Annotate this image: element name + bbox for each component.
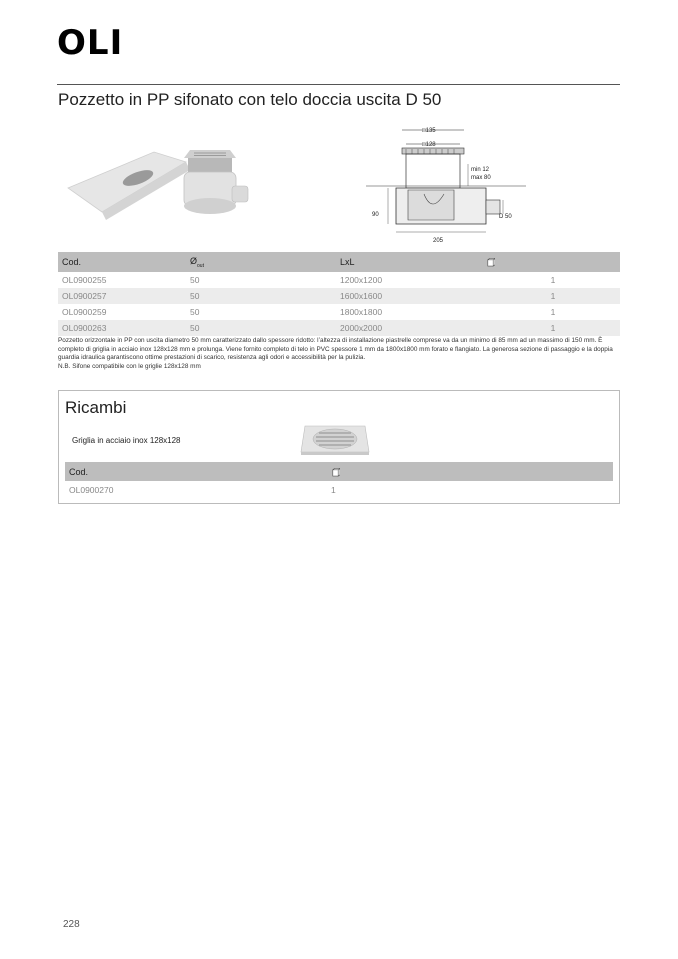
- brand-logo: OLI: [57, 23, 124, 63]
- cell-qty: 1: [550, 275, 556, 285]
- table-row: [58, 272, 620, 288]
- col-lxl-header: LxL: [336, 252, 486, 272]
- table-row: [58, 320, 620, 336]
- product-title: Pozzetto in PP sifonato con telo doccia uscita D 50: [58, 90, 442, 109]
- product-table: [58, 252, 620, 336]
- col-diameter-header: $Ø_{out}$: [186, 252, 336, 272]
- product-photo: [66, 140, 256, 230]
- table-row: [58, 288, 620, 304]
- spare-parts-table: [65, 462, 613, 498]
- product-description: Pozzetto orizzontale in PP con uscita diametro 50 mm caratterizzato dallo spessore ridotto: l’altezza di installazione piastrelle comprese va da un minimo di 85 mm ad un massimo di 150 mm. È completo di griglia in acciaio inox 128x128 mm e prolunga. Viene fornito completo di telo in PVC spessore 1 mm da 1800x1800 mm forato e flangiato. La generosa sezione di passaggio e la doppia guardia idraulica garantiscono ottime prestazioni di scarico, resistenza agli odori e accessibilità per la pulizia.: [58, 337, 613, 362]
- cell-qty: 1: [550, 307, 556, 317]
- cell-diameter: 50: [190, 275, 200, 285]
- technical-drawing: [366, 124, 526, 248]
- col-package-header: [486, 252, 620, 272]
- cell-cod: OL0900270: [69, 484, 114, 495]
- cell-diameter: 50: [190, 307, 200, 317]
- drawing-outlet-label: D 50: [499, 214, 512, 220]
- grill-photo: [299, 420, 371, 458]
- cell-diameter: 50: [186, 288, 336, 304]
- drawing-height-label: 90: [372, 212, 379, 218]
- cell-lxl: 1200x1200: [340, 275, 383, 285]
- cell-cod: OL0900257: [58, 288, 186, 304]
- cell-qty: 1: [486, 288, 620, 304]
- spare-parts-title: Ricambi: [65, 398, 127, 417]
- cell-diameter: 50: [186, 320, 336, 336]
- cell-cod: OL0900263: [58, 320, 186, 336]
- drawing-max-label: max 80: [471, 175, 491, 181]
- spare-col-package-header: [327, 462, 613, 481]
- drawing-width-label: 205: [433, 238, 444, 244]
- package-icon: [331, 468, 340, 477]
- drawing-outer-square-label: □135: [422, 128, 436, 134]
- page-number: 228: [63, 919, 80, 930]
- product-note: N.B. Sifone compatibile con le griglie 128x128 mm: [58, 362, 201, 370]
- col-cod-header: Cod.: [58, 252, 186, 272]
- cell-lxl: 1800x1800: [340, 307, 383, 317]
- cell-cod: OL0900259: [62, 307, 107, 317]
- drawing-inner-square-label: □128: [422, 142, 436, 148]
- cell-lxl: 1600x1600: [336, 288, 486, 304]
- header-divider: [57, 84, 620, 85]
- table-row: [58, 304, 620, 320]
- table-row: [65, 481, 613, 498]
- package-icon: [486, 258, 495, 267]
- spare-part-label: Griglia in acciaio inox 128x128: [72, 436, 181, 445]
- cell-qty: 1: [331, 484, 336, 495]
- cell-lxl: 2000x2000: [336, 320, 486, 336]
- product-description-block: [58, 337, 620, 371]
- drawing-min-label: min 12: [471, 167, 490, 173]
- spare-col-cod-header: Cod.: [65, 462, 327, 481]
- cell-qty: 1: [486, 320, 620, 336]
- cell-cod: OL0900255: [62, 275, 107, 285]
- spare-parts-box: [58, 390, 620, 504]
